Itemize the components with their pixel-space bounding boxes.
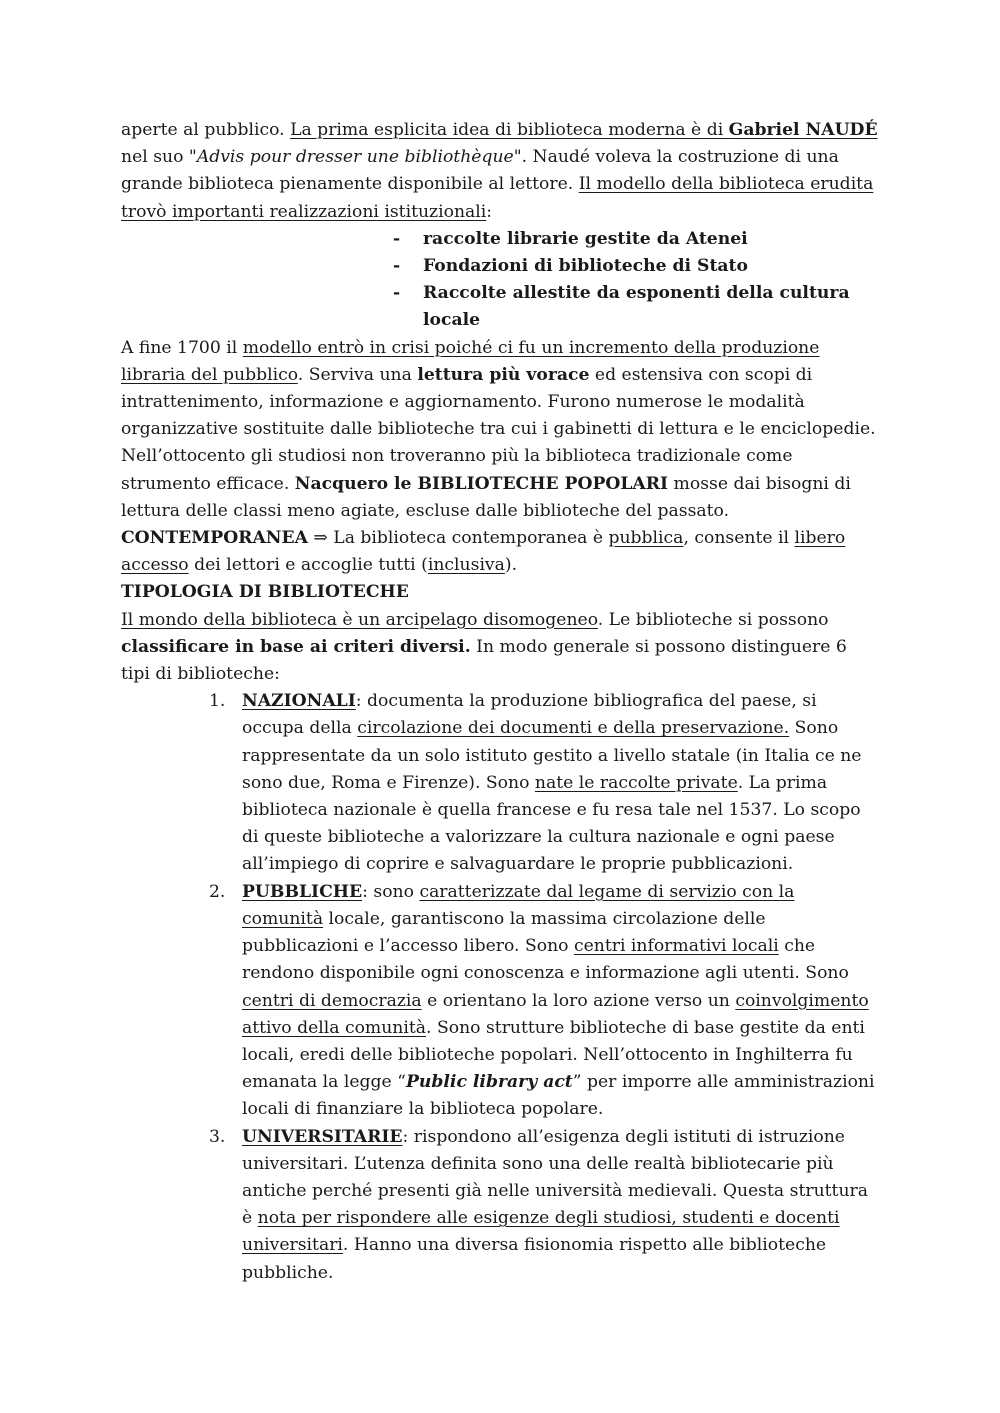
underlined-text: modello entrò in crisi poiché ci fu un incremento della produzione libraria del pubblico [121,337,820,385]
list-item: - Raccolte allestite da esponenti della cultura locale [393,280,880,334]
law-title: Public library act [405,1072,573,1093]
bold-text: lettura più vorace [417,364,590,385]
section-label: CONTEMPORANEA [121,528,308,549]
text: mosse dai bisogni di lettura delle classi meno agiate, escluse dalle biblioteche del passato. [121,473,851,521]
text: A fine 1700 il [121,337,243,358]
section-heading [121,579,880,606]
underlined-text: libero accesso [121,528,846,576]
naude-name: Gabriel NAUDÉ [728,120,878,140]
text: nel suo " [121,147,197,168]
text: . Le biblioteche si possono [597,609,829,630]
text: . Serviva una [297,364,418,385]
underlined-text: nate le raccolte private [534,772,738,793]
text: : sono [362,881,420,902]
underlined-text: coinvolgimento attivo della comunità [242,990,869,1038]
list-item-nazionali [209,688,880,878]
text: locale, garantiscono la massima circolazione delle pubblicazioni e l’accesso libero. Sono [242,908,766,957]
underlined-text: Il mondo della biblioteca è un arcipelago disomogeneo [121,609,598,630]
underlined-text: Il modello della biblioteca erudita trovò importanti realizzazioni istituzionali [121,174,874,222]
underlined-text: inclusiva [427,555,505,576]
text: : documenta la produzione bibliografica del paese, si occupa della [242,691,817,739]
list-number: 2. [209,881,226,902]
text: ed estensiva con scopi di intrattenimento, informazione e aggiornamento. Furono numerose le modalità organizzative sostituite dalle biblioteche tra cui i gabinetti di lettura e le enciclopedie. Nell’ottocento gli studiosi non troveranno più la biblioteca tradizionale come strumento efficace. [121,364,876,494]
text: aperte al pubblico. [121,120,291,140]
list-number: 1. [209,691,226,712]
text: , consente il [683,528,795,549]
heading-text: TIPOLOGIA DI BIBLIOTECHE [121,582,409,603]
type-title: NAZIONALI [242,691,356,712]
underlined-text: caratterizzate dal legame di servizio con la comunità [242,881,795,929]
type-title: PUBBLICHE [242,881,363,902]
text: ". Naudé voleva la costruzione di una grande biblioteca pienamente disponibile al lettore. [121,147,839,195]
book-title: Advis pour dresser une bibliothèque [196,147,514,168]
type-title: UNIVERSITARIE [242,1126,403,1147]
underlined-text: centri informativi locali [573,936,779,957]
contemporanea-paragraph [121,525,880,579]
institutional-list [121,226,880,335]
underlined-text: nota per rispondere alle esigenze degli studiosi, studenti e docenti universitari [242,1208,840,1256]
intro-paragraph [121,117,880,226]
bold-text: classificare in base ai criteri diversi. [121,636,471,657]
underlined-text: centri di democrazia [242,990,422,1011]
tipologia-paragraph [121,607,880,689]
list-item: - Fondazioni di biblioteche di Stato [393,253,880,280]
text: Sono rappresentate da un solo istituto gestito a livello statale (in Italia ce ne sono due, Roma e Firenze). Sono [242,718,862,793]
text: ). [504,555,518,576]
list-item-universitarie [209,1124,880,1287]
text: In modo generale si possono distinguere 6 tipi di biblioteche: [121,636,847,685]
bold-text: Nacquero le BIBLIOTECHE POPOLARI [294,473,669,494]
text: : rispondono all’esigenza degli istituti di istruzione universitari. L’utenza definita sono una delle realtà bibliotecarie più antiche perché presenti già nelle università medievali. Questa struttura è [242,1126,868,1229]
underlined-text: circolazione dei documenti e della preservazione. [357,718,790,739]
underlined-text: pubblica [608,528,684,549]
text: La biblioteca contemporanea è [333,528,609,549]
text: dei lettori e accoglie tutti ( [188,555,428,576]
text: . Sono strutture biblioteche di base gestite da enti locali, eredi delle biblioteche popolari. Nell’ottocento in Inghilterra fu emanata la legge “ [242,1017,865,1093]
text: e orientano la loro azione verso un [421,990,736,1011]
text: : [486,201,493,222]
list-number: 3. [209,1126,226,1147]
text: . La prima biblioteca nazionale è quella francese e fu resa tale nel 1537. Lo scopo di queste biblioteche a valorizzare la cultura nazionale e ogni paese all’impiego di coprire e salvaguardare le proprie pubblicazioni. [242,772,861,875]
crisis-paragraph [121,335,880,525]
library-types-list [121,688,880,1286]
arrow-icon: ⇒ [307,528,334,549]
list-item-pubbliche [209,879,880,1124]
text: . Hanno una diversa fisionomia rispetto alle biblioteche pubbliche. [242,1235,827,1283]
underlined-text: La prima esplicita idea di biblioteca moderna è di [290,120,729,140]
text: che rendono disponibile ogni conoscenza e informazione agli utenti. Sono [242,936,849,984]
list-item: - raccolte librarie gestite da Atenei [393,226,880,253]
text: ” per imporre alle amministrazioni locali di finanziare la biblioteca popolare. [242,1072,875,1120]
